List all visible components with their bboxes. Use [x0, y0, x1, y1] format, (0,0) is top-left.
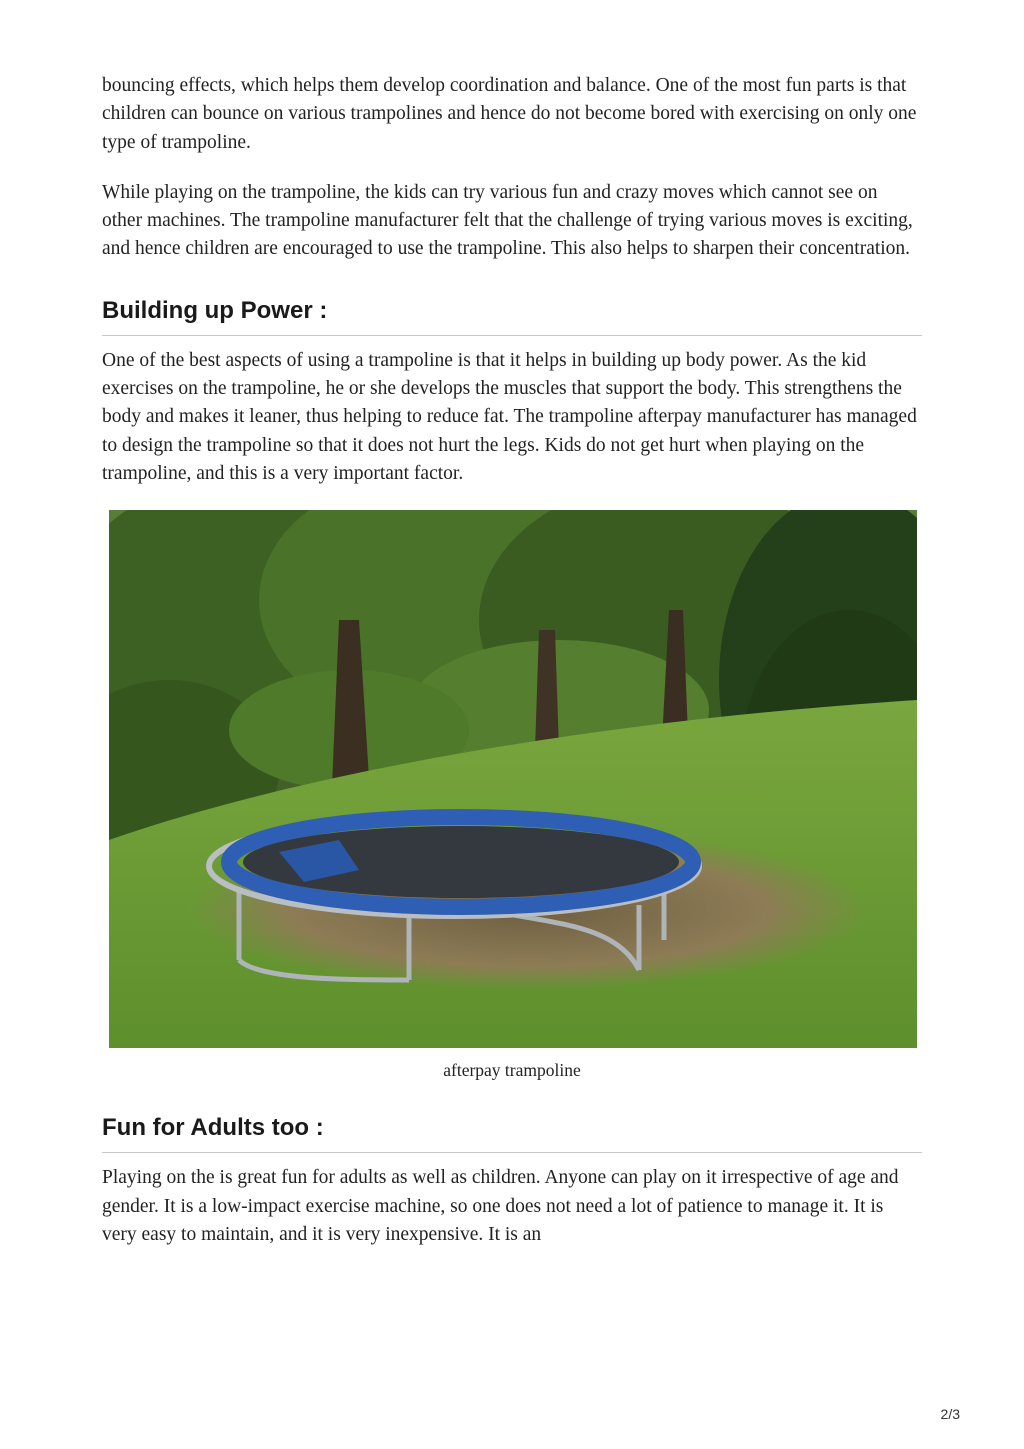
trampoline-figure	[109, 510, 917, 1082]
paragraph-adults: Playing on the is great fun for adults as well as children. Anyone can play on it irrespective of age and gender. It is a low-impact exercise machine, so one does not need a lot of patience to manage it. It is very easy to maintain, and it is very inexpensive. It is an	[102, 1167, 899, 1245]
heading-building-up-power: Building up Power :	[102, 296, 922, 336]
paragraph-crazy-moves: While playing on the trampoline, the kids can try various fun and crazy moves which cannot see on other machines. The trampoline manufacturer felt that the challenge of trying various moves is exciting, and hence children are encouraged to use the trampoline. This also helps to sharpen their concentration.	[102, 181, 913, 260]
paragraph-bouncing-effects: bouncing effects, which helps them develop coordination and balance. One of the most fun parts is that children can bounce on various trampolines and hence do not become bored with exercising on only one type of trampoline.	[102, 75, 917, 153]
figure-caption: afterpay trampoline	[443, 1060, 581, 1081]
document-page	[102, 72, 922, 1249]
heading-fun-for-adults: Fun for Adults too :	[102, 1113, 922, 1153]
trampoline-photo	[109, 510, 917, 1048]
page-number: 2/3	[940, 1406, 960, 1422]
paragraph-body-power: One of the best aspects of using a trampoline is that it helps in building up body power. As the kid exercises on the trampoline, he or she develops the muscles that support the body. This strengthens the body and makes it leaner, thus helping to reduce fat. The trampoline afterpay manufacturer has managed to design the trampoline so that it does not hurt the legs. Kids do not get hurt when playing on the trampoline, and this is a very important factor.	[102, 349, 917, 484]
